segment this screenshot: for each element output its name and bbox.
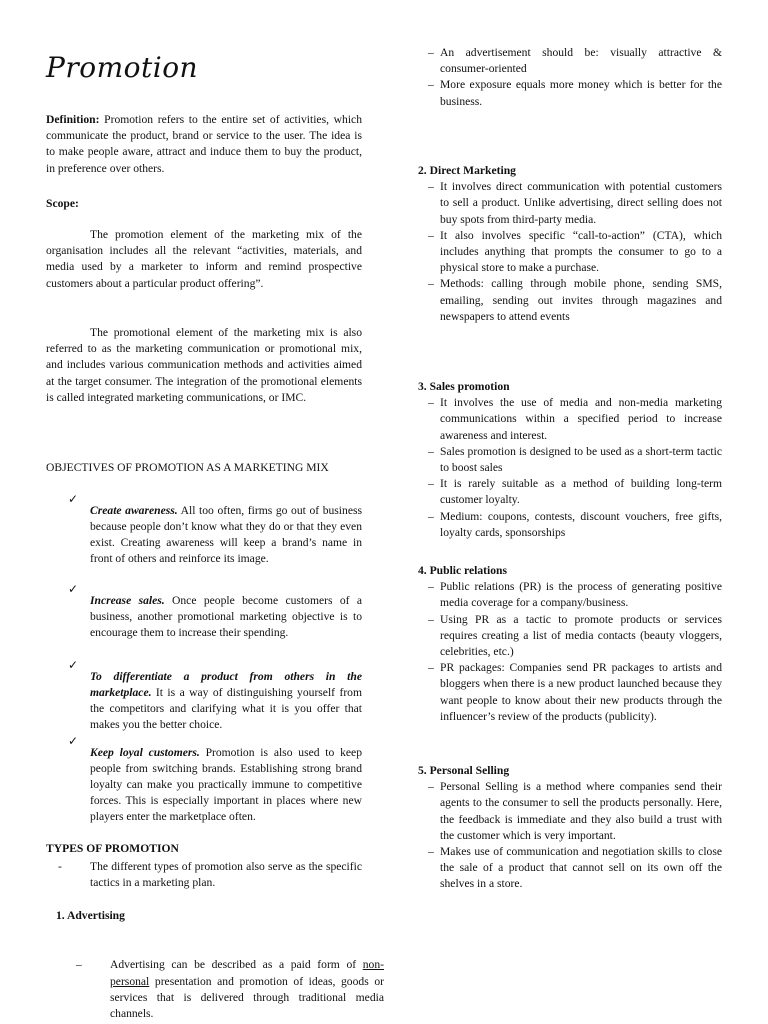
- section-bullet: [418, 844, 722, 893]
- types-intro: [46, 859, 362, 891]
- section-bullet: [418, 779, 722, 844]
- section-bullet: [418, 395, 722, 444]
- objective-item: [68, 491, 362, 579]
- objective-body: Promotion is also used to keep people from switching brands. Establishing strong brand loyalty can make you practically immune to competitive forces. This is especially important in places where new players enter the marketplace often.: [90, 745, 362, 824]
- scope-paragraph-2: The promotional element of the marketing mix is also referred to as the marketing communication or promotional mix, and includes various communication methods and activities aimed at the target consumer. The integration of the promotional elements is called integrated marketing communications, or IMC.: [46, 326, 362, 404]
- dash-marker: -: [58, 860, 62, 873]
- bullet-text: It involves direct communication with potential customers to sell a product. Unlike advertising, direct selling does not buy spots from third-party media.: [440, 180, 722, 226]
- section-heading: 5. Personal Selling: [418, 764, 510, 777]
- objective-item: [68, 657, 362, 745]
- section-bullet: [418, 476, 722, 508]
- en-dash-marker: –: [428, 444, 434, 458]
- scope-label: Scope:: [46, 197, 79, 210]
- en-dash-marker: –: [428, 477, 434, 491]
- bullet-text: It involves the use of media and non-media marketing communications within a specified period to increase awareness and interest.: [440, 396, 722, 442]
- bullet-text: Medium: coupons, contests, discount vouchers, free gifts, loyalty cards, sponsorships: [440, 509, 722, 539]
- advertising-heading: 1. Advertising: [56, 909, 125, 922]
- en-dash-marker: –: [428, 509, 434, 523]
- en-dash-marker: –: [428, 46, 434, 59]
- objective-body: Once people become customers of a business, another promotional marketing objective is to encourage them to increase their spending.: [90, 593, 362, 639]
- objective-text: [90, 593, 362, 642]
- definition-paragraph: [46, 112, 362, 177]
- objective-lead: To differentiate a product from others in the marketplace.: [90, 669, 362, 699]
- objective-lead: Keep loyal customers.: [90, 745, 200, 759]
- section-public-relations: [418, 563, 722, 725]
- section-direct-marketing: [418, 163, 722, 325]
- types-heading: TYPES OF PROMOTION: [46, 842, 179, 855]
- en-dash-marker: –: [428, 845, 434, 859]
- checkmark-icon: ✓: [68, 492, 79, 506]
- bullet-text: presentation and promotion of ideas, goods or services that is delivered through traditional media channels.: [110, 974, 384, 1021]
- en-dash-marker: –: [428, 780, 434, 794]
- checkmark-icon: ✓: [68, 734, 79, 748]
- bullet-text: Using PR as a tactic to promote products or services requires creating a list of media contacts (beauty vloggers, celebrities, etc.): [440, 612, 722, 659]
- bullet-text: It is rarely suitable as a method of building long-term customer loyalty.: [440, 477, 722, 507]
- bullet-text: It also involves specific “call-to-action” (CTA), which includes anything that prompts the consumer to go to a physical store to make a purchase.: [440, 228, 722, 275]
- advertising-bullet-text: [110, 957, 384, 1022]
- objective-text: [90, 503, 362, 568]
- advertising-bullet: [66, 957, 384, 1022]
- objective-item: [68, 733, 362, 837]
- bullet-text: Advertising can be described as a paid form of: [110, 958, 357, 972]
- objective-body: It is a way of distinguishing yourself from the competitors and clarifying what it is you offer that makes you the better choice.: [90, 685, 362, 732]
- advertising-bullet: [418, 45, 722, 77]
- objective-text: [90, 745, 362, 826]
- checkmark-icon: ✓: [68, 582, 79, 596]
- section-bullet: [418, 612, 722, 661]
- objective-item: [68, 581, 362, 653]
- bullet-text: Public relations (PR) is the process of generating positive media coverage for a company/business.: [440, 580, 722, 610]
- types-intro-text: The different types of promotion also serve as the specific tactics in a marketing plan.: [90, 860, 362, 890]
- en-dash-marker: –: [428, 661, 434, 675]
- objectives-heading: OBJECTIVES OF PROMOTION AS A MARKETING MIX: [46, 461, 329, 474]
- left-column: [46, 0, 384, 1021]
- advertising-continuation: [418, 45, 722, 110]
- checkmark-icon: ✓: [68, 658, 79, 672]
- en-dash-marker: –: [76, 958, 82, 972]
- section-bullet: [418, 179, 722, 228]
- en-dash-marker: –: [428, 612, 434, 626]
- advertising-bullet: [418, 77, 722, 109]
- section-heading: 2. Direct Marketing: [418, 164, 516, 177]
- section-bullet: [418, 228, 722, 277]
- section-sales-promotion: [418, 379, 722, 541]
- section-bullet: [418, 579, 722, 611]
- bullet-text: Methods: calling through mobile phone, sending SMS, emailing, sending out invites through magazines and newspapers to attend events: [440, 277, 722, 323]
- objective-text: [90, 669, 362, 734]
- definition-text: Promotion refers to the entire set of activities, which communicate the product, brand or service to the user. The idea is to make people aware, attract and induce them to buy the product, in preference over others.: [46, 113, 362, 175]
- section-bullet: [418, 276, 722, 325]
- bullet-text: Makes use of communication and negotiation skills to close the sale of a product that cannot sell on its own off the shelves in a store.: [440, 845, 722, 891]
- en-dash-marker: –: [428, 277, 434, 291]
- bullet-text: More exposure equals more money which is better for the business.: [440, 78, 722, 108]
- objective-body: All too often, firms go out of business because people don’t know what they do or that they even exist. Creating awareness will keep a brand’s name in front of others and reinforce its image.: [90, 503, 362, 566]
- section-bullet: [418, 660, 722, 725]
- bullet-text: An advertisement should be: visually attractive & consumer-oriented: [440, 46, 722, 76]
- en-dash-marker: –: [428, 78, 434, 92]
- section-heading: 3. Sales promotion: [418, 380, 510, 393]
- definition-label: Definition:: [46, 113, 100, 126]
- scope-paragraph-1: The promotion element of the marketing mix of the organisation includes all the relevant “activities, materials, and media used by a marketer to inform and remind prospective customers about a particular product offering”.: [46, 228, 362, 290]
- page-title: Promotion: [46, 51, 199, 84]
- objective-lead: Create awareness.: [90, 503, 178, 517]
- bullet-text: Sales promotion is designed to be used as a short-term tactic to boost sales: [440, 444, 722, 475]
- en-dash-marker: –: [428, 396, 434, 410]
- section-bullet: [418, 509, 722, 541]
- en-dash-marker: –: [428, 228, 434, 242]
- section-heading: 4. Public relations: [418, 564, 507, 577]
- bullet-text: Personal Selling is a method where companies send their agents to the consumer to sell the products personally. Here, the feedback is immediate and they also build a trust with the customer which is very important.: [440, 780, 722, 842]
- section-personal-selling: [418, 763, 722, 893]
- en-dash-marker: –: [428, 180, 434, 194]
- section-bullet: [418, 444, 722, 476]
- objective-lead: Increase sales.: [90, 593, 165, 607]
- bullet-text: PR packages: Companies send PR packages to artists and bloggers when there is a new product launched because they want people to know about their new products through the influencer’s review of the products (publicity).: [440, 661, 722, 723]
- underlined-term: non-personal: [110, 958, 384, 988]
- en-dash-marker: –: [428, 580, 434, 594]
